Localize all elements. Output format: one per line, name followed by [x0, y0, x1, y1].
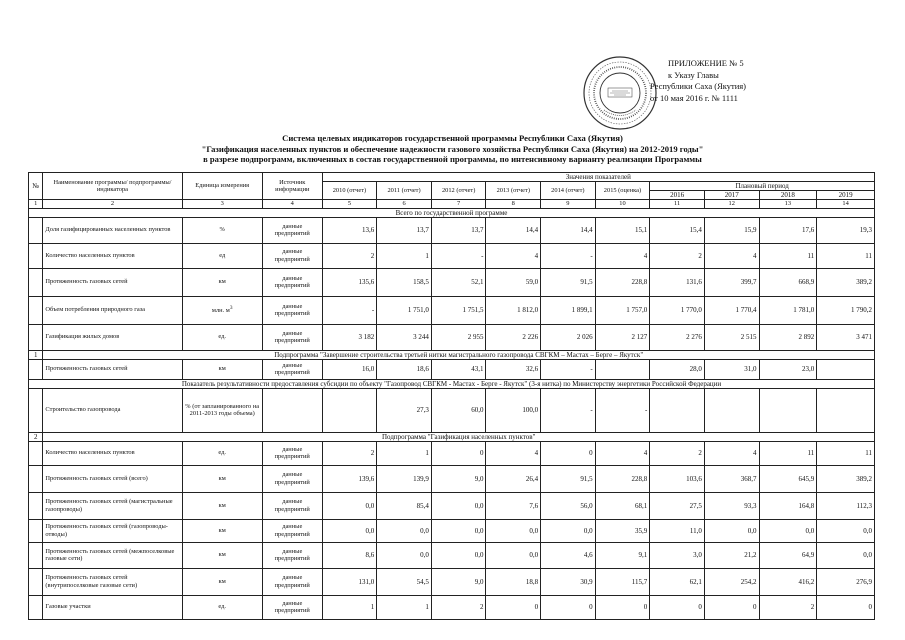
value-cell: 52,1	[431, 268, 486, 296]
value-cell: 1 781,0	[759, 296, 817, 324]
header-name: Наименование программы/ подпрограммы/ индикатора	[43, 173, 182, 200]
value-cell: 11	[817, 243, 875, 268]
value-cell: 13,7	[377, 217, 432, 243]
unit-text: %	[219, 226, 225, 234]
year-cell: 2012 (отчет)	[431, 182, 486, 200]
unit-cell	[182, 359, 262, 379]
official-seal	[582, 55, 658, 131]
unit-text: км	[218, 365, 226, 373]
value-cell: 3 244	[377, 324, 432, 350]
unit-cell	[182, 542, 262, 568]
col-num: 1	[29, 200, 43, 209]
value-cell: 56,0	[541, 492, 596, 519]
value-cell: 1	[377, 441, 432, 465]
value-cell: 228,8	[595, 465, 650, 492]
indicator-name: Газификация жилых домов	[43, 324, 182, 350]
header-values: Значения показателей	[322, 173, 874, 182]
value-cell	[650, 388, 705, 432]
indicator-name: Доля газифицированных населенных пунктов	[43, 217, 182, 243]
header-planned: Плановый период	[650, 182, 875, 191]
indicator-name: Протяженность газовых сетей (внутрипоселковые газовые сети)	[43, 568, 182, 595]
unit-superscript: 3	[229, 305, 233, 312]
indicator-name: Строительство газопровода	[43, 388, 182, 432]
column-number-row	[29, 200, 875, 209]
value-cell: 4	[486, 243, 541, 268]
year-cell: 2015 (оценка)	[595, 182, 650, 200]
value-cell: 2 127	[595, 324, 650, 350]
value-cell: 103,6	[650, 465, 705, 492]
value-cell: 1 899,1	[541, 296, 596, 324]
section-number: 1	[29, 350, 43, 359]
unit-cell	[182, 243, 262, 268]
value-cell: 9,1	[595, 542, 650, 568]
section-title: Всего по государственной программе	[29, 208, 875, 217]
year-cell: 2017	[704, 191, 759, 200]
col-num: 12	[704, 200, 759, 209]
section-number: 2	[29, 432, 43, 441]
value-cell: 15,4	[650, 217, 705, 243]
appendix-block	[650, 58, 850, 104]
value-cell: 2 955	[431, 324, 486, 350]
value-cell: 0	[486, 595, 541, 619]
indicator-name: Объем потребления природного газа	[43, 296, 182, 324]
value-cell: 85,4	[377, 492, 432, 519]
col-num: 6	[377, 200, 432, 209]
source-cell: данные предприятий	[262, 243, 322, 268]
value-cell: 59,0	[486, 268, 541, 296]
table-row	[29, 359, 875, 379]
value-cell: 131,6	[650, 268, 705, 296]
col-num: 13	[759, 200, 817, 209]
table-row	[29, 542, 875, 568]
row-num-cell	[29, 595, 43, 619]
value-cell: 3,0	[650, 542, 705, 568]
unit-cell	[182, 465, 262, 492]
value-cell: 416,2	[759, 568, 817, 595]
unit-cell	[182, 519, 262, 542]
indicator-name: Количество населенных пунктов	[43, 441, 182, 465]
row-num-cell	[29, 243, 43, 268]
unit-cell	[182, 595, 262, 619]
unit-cell	[182, 568, 262, 595]
table-row	[29, 441, 875, 465]
indicator-name: Протяженность газовых сетей (магистральные газопроводы)	[43, 492, 182, 519]
row-num-cell	[29, 359, 43, 379]
year-cell: 2016	[650, 191, 705, 200]
value-cell: 2	[431, 595, 486, 619]
row-num-cell	[29, 296, 43, 324]
value-cell: 27,3	[377, 388, 432, 432]
value-cell: 2 515	[704, 324, 759, 350]
source-cell	[262, 388, 322, 432]
unit-text: км	[218, 577, 226, 585]
section-subsidy	[29, 379, 875, 388]
value-cell: 91,5	[541, 465, 596, 492]
value-cell: 139,6	[322, 465, 377, 492]
value-cell: 54,5	[377, 568, 432, 595]
value-cell: 62,1	[650, 568, 705, 595]
col-num: 14	[817, 200, 875, 209]
row-num-cell	[29, 324, 43, 350]
value-cell: 0	[704, 595, 759, 619]
table-row	[29, 217, 875, 243]
header-num: №	[29, 173, 43, 200]
indicator-name: Протяженность газовых сетей (газопроводы-отводы)	[43, 519, 182, 542]
value-cell: 35,9	[595, 519, 650, 542]
value-cell: 28,0	[650, 359, 705, 379]
value-cell: 17,6	[759, 217, 817, 243]
value-cell: 2	[322, 243, 377, 268]
unit-cell	[182, 324, 262, 350]
source-cell: данные предприятий	[262, 542, 322, 568]
table-row	[29, 519, 875, 542]
value-cell: 0	[595, 595, 650, 619]
value-cell: 0,0	[817, 519, 875, 542]
value-cell: 0,0	[322, 519, 377, 542]
source-cell: данные предприятий	[262, 595, 322, 619]
col-num: 4	[262, 200, 322, 209]
value-cell: 0,0	[486, 519, 541, 542]
value-cell: 1 770,0	[650, 296, 705, 324]
value-cell: 7,6	[486, 492, 541, 519]
value-cell: 11	[759, 441, 817, 465]
col-num: 2	[43, 200, 182, 209]
value-cell: 60,0	[431, 388, 486, 432]
table-row	[29, 492, 875, 519]
value-cell: 368,7	[704, 465, 759, 492]
value-cell: 9,0	[431, 465, 486, 492]
value-cell: 164,8	[759, 492, 817, 519]
unit-cell	[182, 388, 262, 432]
value-cell: 4	[704, 441, 759, 465]
value-cell: 13,7	[431, 217, 486, 243]
value-cell: 399,7	[704, 268, 759, 296]
value-cell: 26,4	[486, 465, 541, 492]
value-cell: 0	[650, 595, 705, 619]
value-cell: 15,1	[595, 217, 650, 243]
value-cell: 2	[650, 243, 705, 268]
section-title: Подпрограмма "Газификация населенных пунктов"	[43, 432, 875, 441]
value-cell: -	[322, 296, 377, 324]
value-cell: 1	[377, 243, 432, 268]
value-cell: -	[541, 243, 596, 268]
value-cell	[817, 359, 875, 379]
value-cell: 1	[377, 595, 432, 619]
unit-text: ед.	[218, 333, 226, 341]
source-cell: данные предприятий	[262, 296, 322, 324]
table-row	[29, 595, 875, 619]
value-cell: 27,5	[650, 492, 705, 519]
source-cell: данные предприятий	[262, 324, 322, 350]
col-num: 3	[182, 200, 262, 209]
value-cell: 93,3	[704, 492, 759, 519]
source-cell: данные предприятий	[262, 568, 322, 595]
indicator-name: Протяженность газовых сетей (всего)	[43, 465, 182, 492]
section-sub1	[29, 350, 875, 359]
unit-text: км	[218, 474, 226, 482]
row-num-cell	[29, 217, 43, 243]
value-cell: 389,2	[817, 268, 875, 296]
value-cell: 31,0	[704, 359, 759, 379]
title-line-2: "Газификация населенных пунктов и обеспечение надежности газового хозяйства Республики Саха (Якутия) на 2012-2019 годы"	[201, 143, 704, 154]
header-unit: Единица измерения	[182, 173, 262, 200]
value-cell: 254,2	[704, 568, 759, 595]
source-cell: данные предприятий	[262, 492, 322, 519]
value-cell: -	[541, 359, 596, 379]
value-cell: 91,5	[541, 268, 596, 296]
value-cell: 0,0	[704, 519, 759, 542]
value-cell: 131,0	[322, 568, 377, 595]
value-cell: 2	[322, 441, 377, 465]
year-cell: 2019	[817, 191, 875, 200]
row-num-cell	[29, 568, 43, 595]
value-cell: 43,1	[431, 359, 486, 379]
appendix-line-4: от 10 мая 2016 г. № 1111	[650, 92, 738, 103]
col-num: 11	[650, 200, 705, 209]
unit-text: % (от запланированного на 2011-2013 годы объема)	[185, 402, 260, 417]
header-row-top	[29, 173, 875, 182]
value-cell: 228,8	[595, 268, 650, 296]
source-cell: данные предприятий	[262, 465, 322, 492]
value-cell: 8,6	[322, 542, 377, 568]
value-cell: 0,0	[541, 519, 596, 542]
value-cell: 2 026	[541, 324, 596, 350]
value-cell: -	[595, 388, 650, 432]
value-cell: 9,0	[431, 568, 486, 595]
value-cell: 14,4	[486, 217, 541, 243]
value-cell: 2 892	[759, 324, 817, 350]
value-cell: 389,2	[817, 465, 875, 492]
value-cell: 30,9	[541, 568, 596, 595]
value-cell: 16,0	[322, 359, 377, 379]
value-cell: -	[541, 388, 596, 432]
value-cell: 0,0	[431, 492, 486, 519]
value-cell: 11	[759, 243, 817, 268]
value-cell: 4	[595, 243, 650, 268]
unit-text: ед.	[218, 449, 226, 457]
col-num: 7	[431, 200, 486, 209]
value-cell: 2 276	[650, 324, 705, 350]
value-cell: 135,6	[322, 268, 377, 296]
value-cell: 4	[595, 441, 650, 465]
section-title: Подпрограмма "Завершение строительства третьей нитки магистрального газопровода СВГКМ – Мастах – Берге – Якутск"	[43, 350, 875, 359]
value-cell: 0	[541, 441, 596, 465]
value-cell: 2 226	[486, 324, 541, 350]
section-sub2	[29, 432, 875, 441]
source-cell: данные предприятий	[262, 359, 322, 379]
value-cell: 1	[322, 595, 377, 619]
value-cell: 32,6	[486, 359, 541, 379]
col-num: 5	[322, 200, 377, 209]
document-title	[0, 133, 905, 165]
value-cell: 13,6	[322, 217, 377, 243]
unit-cell	[182, 441, 262, 465]
title-line-1: Система целевых индикаторов государственной программы Республики Саха (Якутия)	[282, 133, 623, 143]
appendix-line-3: Республики Саха (Якутия)	[650, 81, 747, 91]
row-num-cell	[29, 441, 43, 465]
value-cell: 0,0	[817, 542, 875, 568]
value-cell	[759, 388, 817, 432]
value-cell: 0,0	[486, 542, 541, 568]
value-cell	[595, 359, 650, 379]
value-cell: 1 751,0	[377, 296, 432, 324]
unit-text: км	[218, 501, 226, 509]
row-num-cell	[29, 542, 43, 568]
unit-text: млн. м	[211, 307, 230, 315]
appendix-line-2: к Указу Главы	[668, 69, 719, 80]
year-cell: 2011 (отчет)	[377, 182, 432, 200]
value-cell: 18,8	[486, 568, 541, 595]
value-cell: 15,9	[704, 217, 759, 243]
table-row	[29, 568, 875, 595]
section-title: Показатель результативности предоставления субсидии по объекту "Газопровод СВГКМ - Мастах - Берге - Якутск" (3-я нитка) по Министерству энергетики Российской Федерации	[29, 379, 875, 388]
value-cell: 139,9	[377, 465, 432, 492]
value-cell: 1 751,5	[431, 296, 486, 324]
value-cell: 11	[817, 441, 875, 465]
source-cell: данные предприятий	[262, 441, 322, 465]
value-cell	[322, 388, 377, 432]
value-cell: 0,0	[759, 519, 817, 542]
indicator-name: Протяженность газовых сетей (межпоселковые газовые сети)	[43, 542, 182, 568]
value-cell: 11,0	[650, 519, 705, 542]
value-cell: 1 790,2	[817, 296, 875, 324]
value-cell: 276,9	[817, 568, 875, 595]
header-source: Источник информации	[262, 173, 322, 200]
title-line-3: в разрезе подпрограмм, включенных в состав государственной программы, по интенсивному варианту реализации Программы	[203, 154, 702, 164]
col-num: 10	[595, 200, 650, 209]
table-body	[29, 173, 875, 620]
col-num: 9	[541, 200, 596, 209]
value-cell: 0	[541, 595, 596, 619]
row-num-cell	[29, 519, 43, 542]
row-num-cell	[29, 465, 43, 492]
source-cell: данные предприятий	[262, 268, 322, 296]
value-cell: 68,1	[595, 492, 650, 519]
value-cell: 0,0	[431, 542, 486, 568]
unit-cell	[182, 492, 262, 519]
row-num-cell	[29, 492, 43, 519]
value-cell: 4	[704, 243, 759, 268]
col-num: 8	[486, 200, 541, 209]
value-cell: 14,4	[541, 217, 596, 243]
table-row	[29, 268, 875, 296]
value-cell: 645,9	[759, 465, 817, 492]
row-num-cell	[29, 388, 43, 432]
value-cell: 100,0	[486, 388, 541, 432]
value-cell: 23,0	[759, 359, 817, 379]
value-cell: 0,0	[322, 492, 377, 519]
section-total	[29, 208, 875, 217]
unit-cell	[182, 268, 262, 296]
unit-text: ед	[219, 251, 226, 259]
value-cell: 2	[650, 441, 705, 465]
table-row	[29, 465, 875, 492]
row-num-cell	[29, 268, 43, 296]
value-cell: 1 757,0	[595, 296, 650, 324]
value-cell: 18,6	[377, 359, 432, 379]
value-cell: -	[431, 243, 486, 268]
value-cell: 115,7	[595, 568, 650, 595]
value-cell: 1 812,0	[486, 296, 541, 324]
table-row	[29, 324, 875, 350]
value-cell: 19,3	[817, 217, 875, 243]
year-cell: 2014 (отчет)	[541, 182, 596, 200]
table-row	[29, 243, 875, 268]
unit-cell	[182, 217, 262, 243]
indicators-table	[28, 172, 875, 620]
value-cell: 3 182	[322, 324, 377, 350]
value-cell: 0,0	[431, 519, 486, 542]
unit-text: км	[218, 551, 226, 559]
year-cell: 2013 (отчет)	[486, 182, 541, 200]
indicator-name: Протяженность газовых сетей	[43, 359, 182, 379]
source-cell: данные предприятий	[262, 217, 322, 243]
value-cell: 0	[431, 441, 486, 465]
unit-text: км	[218, 526, 226, 534]
value-cell: 0,0	[377, 542, 432, 568]
table-row	[29, 296, 875, 324]
indicator-name: Газовые участки	[43, 595, 182, 619]
value-cell: 3 471	[817, 324, 875, 350]
value-cell: 0	[817, 595, 875, 619]
unit-text: ед.	[218, 603, 226, 611]
indicator-name: Количество населенных пунктов	[43, 243, 182, 268]
value-cell	[704, 388, 759, 432]
source-cell: данные предприятий	[262, 519, 322, 542]
value-cell: 64,9	[759, 542, 817, 568]
value-cell: 2	[759, 595, 817, 619]
indicator-name: Протяженность газовых сетей	[43, 268, 182, 296]
value-cell: 0,0	[377, 519, 432, 542]
appendix-line-1: ПРИЛОЖЕНИЕ № 5	[668, 58, 744, 68]
year-cell: 2018	[759, 191, 817, 200]
year-cell: 2010 (отчет)	[322, 182, 377, 200]
value-cell: 21,2	[704, 542, 759, 568]
value-cell	[817, 388, 875, 432]
value-cell: 668,9	[759, 268, 817, 296]
table-row	[29, 388, 875, 432]
unit-cell	[182, 296, 262, 324]
value-cell: 4	[486, 441, 541, 465]
value-cell: 112,3	[817, 492, 875, 519]
unit-text: км	[218, 278, 226, 286]
value-cell: 158,5	[377, 268, 432, 296]
value-cell: 4,6	[541, 542, 596, 568]
value-cell: 1 770,4	[704, 296, 759, 324]
